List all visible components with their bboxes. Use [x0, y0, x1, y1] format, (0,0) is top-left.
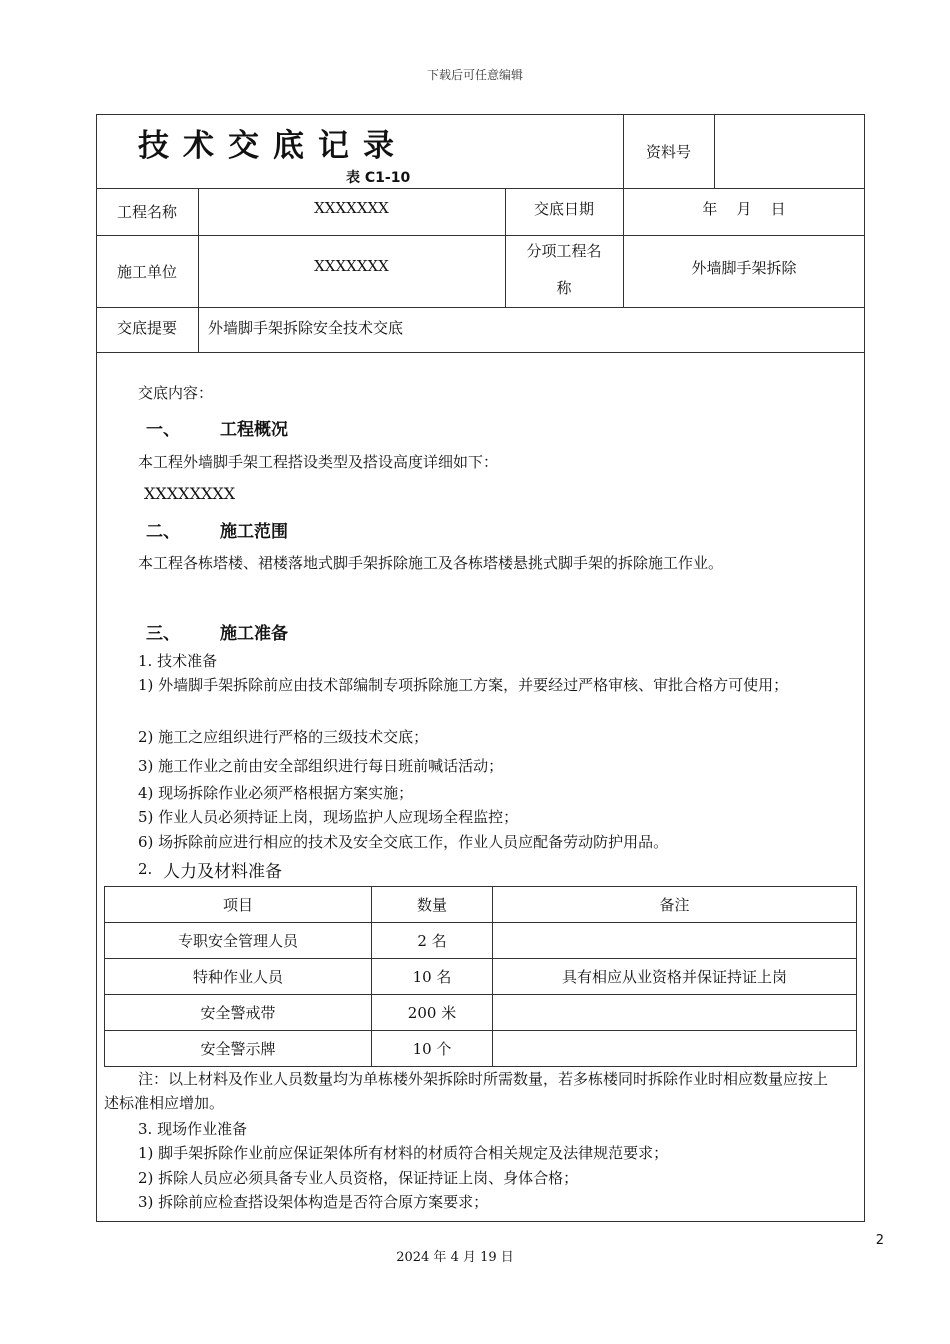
section-heading: 工程概况	[220, 420, 288, 440]
list-item: 2) 拆除人员应必须具备专业人员资格，保证持证上岗、身体合格；	[138, 1169, 579, 1187]
section-paragraph: 本工程各栋塔楼、裙楼落地式脚手架拆除施工及各栋塔楼悬挑式脚手架的拆除施工作业。	[138, 554, 724, 572]
table-cell	[493, 995, 857, 1031]
list-item: 1) 脚手架拆除作业前应保证架体所有材料的材质符合相关规定及法律规范要求；	[138, 1144, 669, 1162]
list-item: 2) 施工之应组织进行严格的三级技术交底；	[138, 728, 429, 746]
table-cell: 专职安全管理人员	[105, 923, 372, 959]
list-item: 3) 施工作业之前由安全部组织进行每日班前喊话活动；	[138, 757, 504, 775]
table-row	[105, 995, 857, 1031]
table-row	[105, 959, 857, 995]
table-row	[105, 1031, 857, 1067]
table-code: 表 C1-10	[346, 170, 411, 186]
footer-date: 2024 年 4 月 19 日	[396, 1250, 514, 1265]
resource-table	[104, 886, 857, 1067]
section-number: 三、	[146, 624, 180, 644]
sub-project-value: 外墙脚手架拆除	[691, 258, 797, 277]
table-header-cell: 项目	[105, 887, 372, 923]
section-paragraph: 本工程外墙脚手架工程搭设类型及搭设高度详细如下：	[138, 453, 499, 471]
subsection-number: 2.	[138, 860, 153, 878]
table-cell	[493, 923, 857, 959]
table-cell: 安全警示牌	[105, 1031, 372, 1067]
sub-project-label-cont: 称	[556, 278, 572, 297]
disclosure-date-value: 年 月 日	[702, 199, 786, 218]
project-name-label: 工程名称	[116, 203, 177, 221]
table-cell: 2 名	[372, 923, 493, 959]
subsection-heading: 1. 技术准备	[138, 652, 218, 670]
table-cell: 10 个	[372, 1031, 493, 1067]
page-number: 2	[875, 1233, 884, 1248]
table-row	[105, 923, 857, 959]
section-heading: 施工范围	[220, 522, 288, 542]
data-no-label: 资料号	[645, 142, 691, 161]
sub-project-label: 分项工程名	[526, 241, 602, 260]
table-cell: 安全警戒带	[105, 995, 372, 1031]
list-item: 4) 现场拆除作业必须严格根据方案实施；	[138, 784, 414, 802]
list-item: 3) 拆除前应检查搭设架体构造是否符合原方案要求；	[138, 1193, 489, 1211]
section-number: 一、	[146, 420, 180, 440]
section-heading: 施工准备	[220, 624, 288, 644]
construction-unit-label: 施工单位	[116, 262, 177, 281]
table-cell: 具有相应从业资格并保证持证上岗	[493, 959, 857, 995]
list-item: 5) 作业人员必须持证上岗，现场监护人应现场全程监控；	[138, 808, 519, 826]
project-name-value: XXXXXXX	[314, 199, 389, 217]
table-cell	[493, 1031, 857, 1067]
table-note: 注：以上材料及作业人员数量均为单栋楼外架拆除时所需数量，若多栋楼同时拆除作业时相应数量应按上述标准相应增加。	[104, 1070, 829, 1112]
subsection-heading: 3. 现场作业准备	[138, 1120, 248, 1138]
form-title: 技术交底记录	[138, 128, 408, 164]
table-cell: 10 名	[372, 959, 493, 995]
construction-unit-value: XXXXXXX	[314, 257, 389, 275]
table-header-cell: 数量	[372, 887, 493, 923]
row-divider	[96, 352, 865, 353]
content-intro: 交底内容：	[138, 384, 214, 402]
table-cell: 200 米	[372, 995, 493, 1031]
subsection-heading: 人力及材料准备	[163, 862, 282, 882]
table-cell: 特种作业人员	[105, 959, 372, 995]
disclosure-date-label: 交底日期	[533, 199, 594, 218]
summary-value: 外墙脚手架拆除安全技术交底	[208, 318, 404, 337]
summary-label: 交底提要	[116, 318, 177, 337]
table-header-cell: 备注	[493, 887, 857, 923]
table-header-row	[105, 887, 857, 923]
section-number: 二、	[146, 522, 180, 542]
list-item: 6) 场拆除前应进行相应的技术及安全交底工作，作业人员应配备劳动防护用品。	[138, 833, 669, 851]
data-no-value	[714, 114, 865, 188]
list-item: 1) 外墙脚手架拆除前应由技术部编制专项拆除施工方案，并要经过严格审核、审批合格方可使用；	[138, 676, 789, 694]
scaffold-type-value: XXXXXXXX	[144, 484, 236, 503]
header-note: 下载后可任意编辑	[426, 68, 523, 82]
